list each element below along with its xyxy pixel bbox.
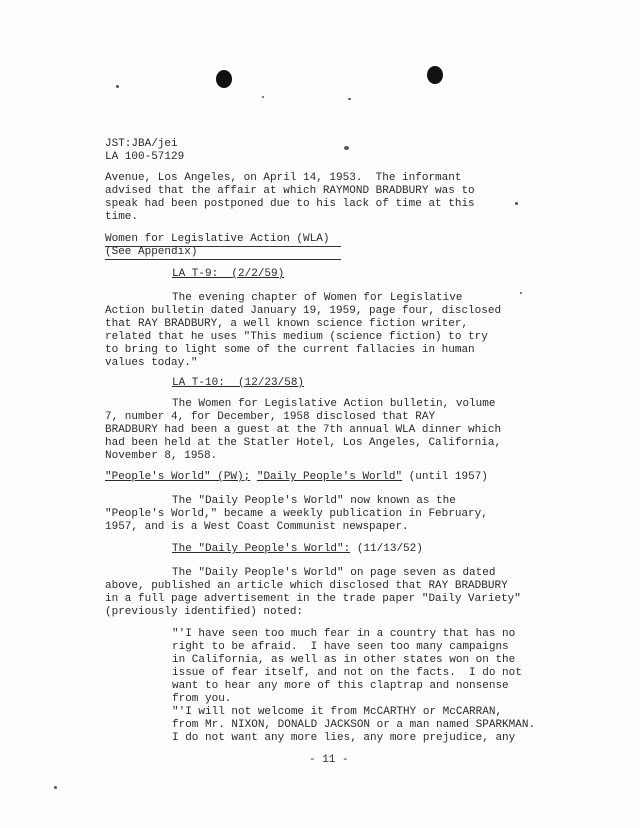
scan-speck [515,202,518,205]
quote-line: from Mr. NIXON, DONALD JACKSON or a man named SPARKMAN. [172,719,536,731]
quote-line: right to be afraid. I have seen too many campaigns [172,641,509,653]
punch-hole-right [427,66,443,84]
scan-speck [344,146,349,150]
wla-heading-rule [105,259,341,260]
wla-para1-line: to bring to light some of the current fallacies in human [105,344,475,356]
file-reference-line-2: LA 100-57129 [105,151,185,163]
quote-line: "'I will not welcome it from McCARTHY or McCARRAN, [172,706,503,718]
scan-speck [54,786,57,789]
quote-line: issue of fear itself, and not on the facts. I do not [172,667,522,679]
quote-line: want to hear any more of this claptrap and nonsense [172,680,509,692]
wla-para2-line: BRADBURY had been a guest at the 7th annual WLA dinner which [105,424,502,436]
pw-para1-line: The "Daily People's World" now known as the [172,495,456,507]
pw-para2-line: The "Daily People's World" on page seven as dated [172,567,496,579]
quote-line: "'I have seen too much fear in a country that has no [172,628,516,640]
wla-para2-line: November 8, 1958. [105,450,218,462]
pw-para2-line: in a full page advertisement in the trade paper "Daily Variety" [105,593,521,605]
wla-para1-line: Action bulletin dated January 19, 1959, page four, disclosed [105,305,502,317]
intro-line: time. [105,211,139,223]
wla-para2-line: 7, number 4, for December, 1958 disclosed that RAY [105,411,436,423]
wla-para1-line: The evening chapter of Women for Legislative [172,292,463,304]
wla-para1-line: values today." [105,357,198,369]
intro-line: advised that the affair at which RAYMOND BRADBURY was to [105,185,475,197]
wla-heading: Women for Legislative Action (WLA) [105,233,330,245]
dpw-subheading-title: The "Daily People's World": [172,543,351,555]
wla-para1-line: that RAY BRADBURY, a well known science fiction writer, [105,318,469,330]
pw-para2-line: (previously identified) noted: [105,606,304,618]
pw-para2-line: above, published an article which disclosed that RAY BRADBURY [105,580,508,592]
quote-line: in California, as well as in other states won on the [172,654,516,666]
scan-speck [116,85,119,88]
wla-para1-line: related that he uses "This medium (science fiction) to try [105,331,488,343]
wla-heading-appendix: (See Appendix) [105,246,198,258]
page-number: - 11 - [309,754,349,766]
intro-line: Avenue, Los Angeles, on April 14, 1953. The informant [105,172,462,184]
punch-hole-left [216,70,232,88]
wla-para2-line: had been held at the Statler Hotel, Los Angeles, California, [105,437,502,449]
dpw-subheading-date: (11/13/52) [356,543,423,555]
source-la-t9: LA T-9: (2/2/59) [172,268,285,280]
scan-speck [520,292,522,294]
wla-para2-line: The Women for Legislative Action bulletin, volume [172,398,496,410]
intro-line: speak had been postponed due to his lack of time at this [105,198,475,210]
quote-line: from you. [172,693,232,705]
pw-para1-line: 1957, and is a West Coast Communist newspaper. [105,521,409,533]
file-reference-line-1: JST:JBA/jei [105,138,178,150]
pw-heading-suffix: (until 1957) [408,471,488,483]
dpw-subheading [172,543,423,556]
pw-heading-dpw: "Daily People's World" [256,471,403,483]
pw-para1-line: "People's World," became a weekly publication in February, [105,508,488,520]
quote-line: I do not want any more lies, any more prejudice, any [172,732,516,744]
scan-speck [348,98,351,100]
pw-heading-pw: "People's World" (PW); [105,471,251,483]
pw-heading [105,471,488,484]
scan-speck [262,96,264,98]
source-la-t10: LA T-10: (12/23/58) [172,377,305,389]
